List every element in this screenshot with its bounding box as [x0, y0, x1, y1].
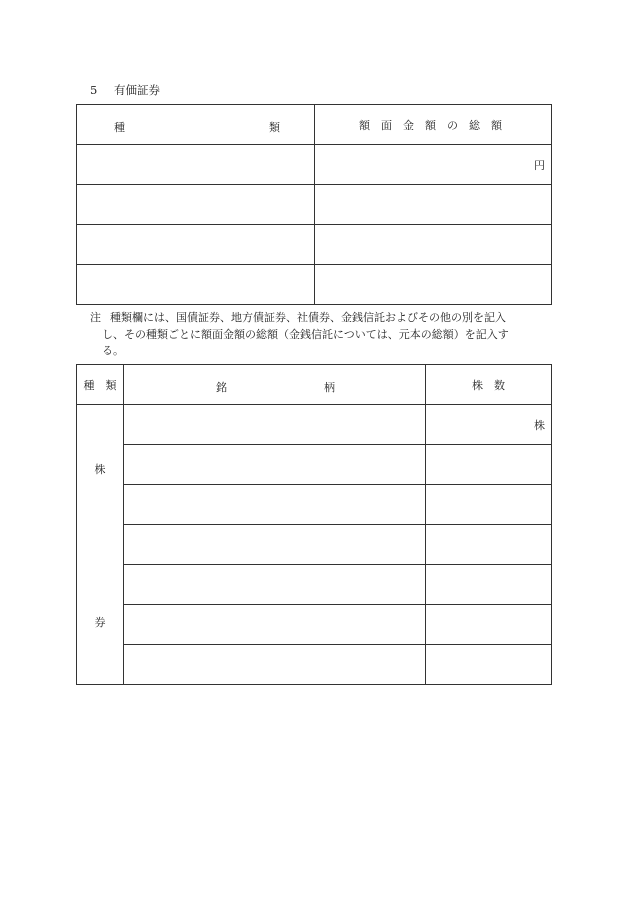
yen-unit: 円 — [534, 158, 545, 172]
table-row — [77, 565, 552, 605]
shares-cell[interactable] — [426, 525, 552, 565]
table-row — [77, 645, 552, 685]
amount-cell[interactable] — [315, 225, 552, 265]
brand-cell[interactable] — [124, 485, 426, 525]
note-label: 注 — [90, 311, 101, 324]
kind-header-char-1: 種 — [114, 121, 125, 134]
table-row — [77, 265, 552, 305]
table-row — [77, 485, 552, 525]
brand-cell[interactable] — [124, 525, 426, 565]
table-row — [77, 185, 552, 225]
note-line-1: 種類欄には、国債証券、地方債証券、社債券、金銭信託およびその他の別を記入 — [110, 311, 506, 324]
amount-cell[interactable] — [315, 145, 552, 185]
table-row — [77, 525, 552, 565]
shares-cell[interactable] — [426, 645, 552, 685]
face-value-header: 額面金額の総額 — [315, 105, 552, 145]
kind-cell[interactable] — [77, 265, 315, 305]
note-line-2: し、その種類ごとに額面金額の総額（金銭信託については、元本の総額）を記入す — [102, 327, 509, 341]
table-row — [77, 405, 552, 445]
stocks-table — [76, 364, 552, 685]
shares-cell[interactable] — [426, 565, 552, 605]
table-row — [77, 605, 552, 645]
brand-cell[interactable] — [124, 645, 426, 685]
stock-kind-char-1: 株 — [94, 463, 106, 476]
table-row — [77, 225, 552, 265]
table-row — [77, 145, 552, 185]
amount-cell[interactable] — [315, 265, 552, 305]
section-number: 5 — [90, 83, 98, 97]
section-heading — [90, 82, 160, 98]
brand-header-char-1: 銘 — [216, 381, 227, 394]
brand-cell[interactable] — [124, 605, 426, 645]
table-header-row — [77, 105, 552, 145]
note-line-3: る。 — [102, 344, 124, 357]
kind-cell[interactable] — [77, 225, 315, 265]
shares-unit: 株 — [534, 418, 545, 432]
shares-cell[interactable] — [426, 445, 552, 485]
brand-header-char-2: 柄 — [324, 381, 335, 394]
stock-kind-char-2: 券 — [94, 616, 106, 629]
shares-cell[interactable] — [426, 605, 552, 645]
kind-header — [77, 105, 315, 145]
brand-cell[interactable] — [124, 405, 426, 445]
brand-cell[interactable] — [124, 565, 426, 605]
table-row — [77, 445, 552, 485]
brand-header — [124, 365, 426, 405]
kind-header-char-2: 類 — [269, 121, 280, 134]
note-text — [90, 310, 552, 360]
stock-kind-cell — [77, 405, 124, 685]
kind-cell[interactable] — [77, 145, 315, 185]
securities-table — [76, 104, 552, 305]
kind-cell[interactable] — [77, 185, 315, 225]
shares-cell[interactable] — [426, 485, 552, 525]
section-title: 有価証券 — [114, 83, 160, 97]
shares-cell[interactable] — [426, 405, 552, 445]
shares-header: 株 数 — [426, 365, 552, 405]
table-header-row — [77, 365, 552, 405]
kind-header: 種 類 — [77, 365, 124, 405]
brand-cell[interactable] — [124, 445, 426, 485]
amount-cell[interactable] — [315, 185, 552, 225]
